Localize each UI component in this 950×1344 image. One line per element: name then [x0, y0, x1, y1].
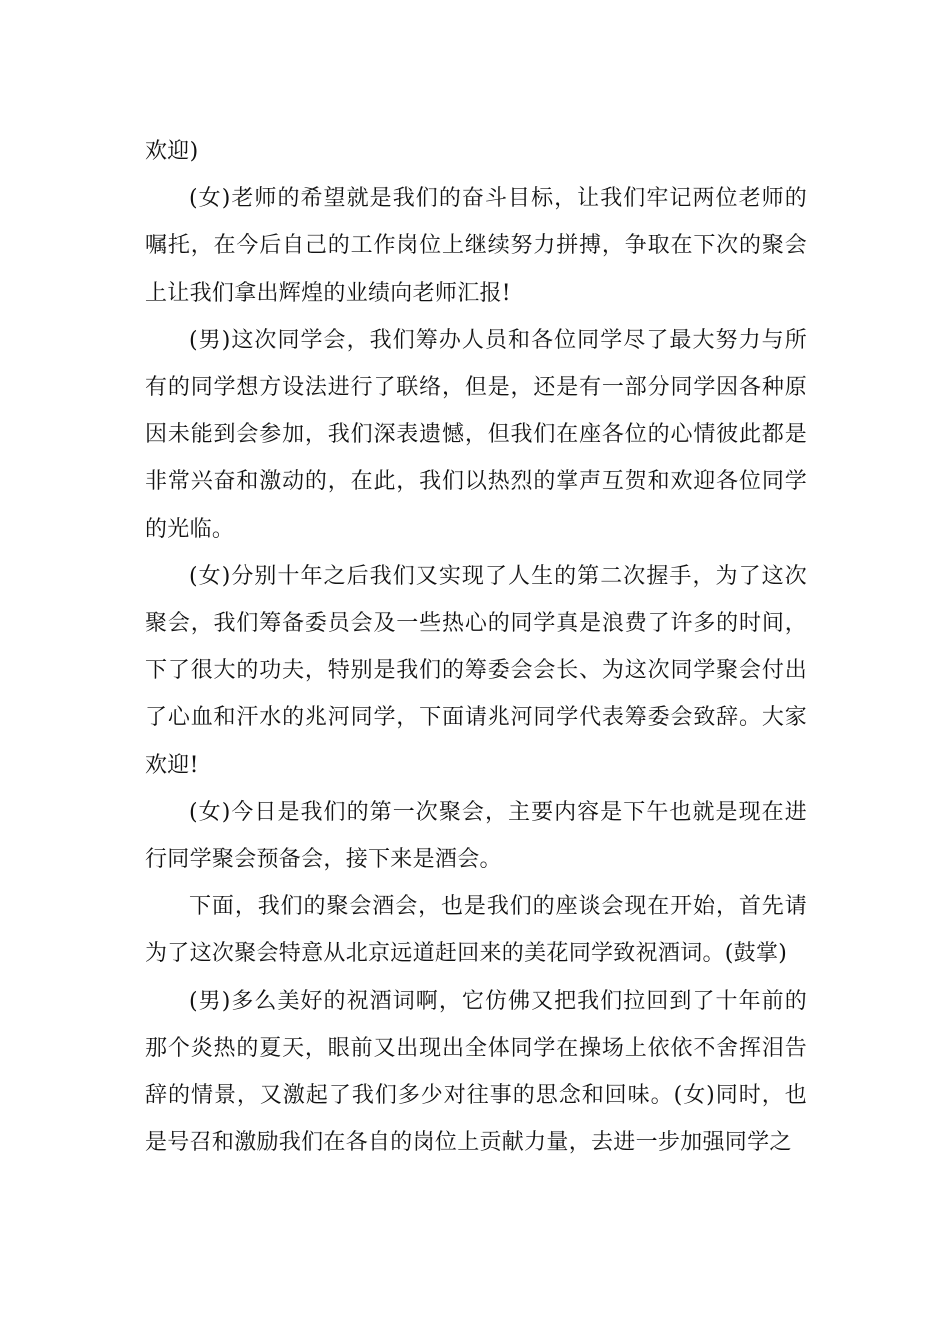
paragraph-continued: 欢迎) [145, 139, 199, 164]
paragraph: (女)分别十年之后我们又实现了人生的第二次握手，为了这次聚会，我们筹备委员会及一些热心的同学真是浪费了许多的时间，下了很大的功夫，特别是我们的筹委会会长、为这次同学聚会付出了心血和汗水的兆河同学，下面请兆河同学代表筹委会致辞。大家欢迎! [145, 563, 807, 778]
paragraph: (女)老师的希望就是我们的奋斗目标，让我们牢记两位老师的嘱托，在今后自己的工作岗位上继续努力拼搏，争取在下次的聚会上让我们拿出辉煌的业绩向老师汇报! [145, 186, 807, 306]
paragraph: 下面，我们的聚会酒会，也是我们的座谈会现在开始，首先请为了这次聚会特意从北京远道赶回来的美花同学致祝酒词。(鼓掌) [145, 894, 807, 967]
paragraph: (女)今日是我们的第一次聚会，主要内容是下午也就是现在进行同学聚会预备会，接下来是酒会。 [145, 799, 807, 873]
document-body [145, 128, 807, 1166]
paragraph: (男)多么美好的祝酒词啊，它仿佛又把我们拉回到了十年前的那个炎热的夏天，眼前又出现出全体同学在操场上依依不舍挥泪告辞的情景，又激起了我们多少对往事的思念和回味。(女)同时，也是号召和激励我们在各自的岗位上贡献力量，去进一步加强同学之 [145, 988, 807, 1156]
paragraph: (男)这次同学会，我们筹办人员和各位同学尽了最大努力与所有的同学想方设法进行了联络，但是，还是有一部分同学因各种原因未能到会参加，我们深表遗憾，但我们在座各位的心情彼此都是非常兴奋和激动的，在此，我们以热烈的掌声互贺和欢迎各位同学的光临。 [145, 327, 807, 542]
